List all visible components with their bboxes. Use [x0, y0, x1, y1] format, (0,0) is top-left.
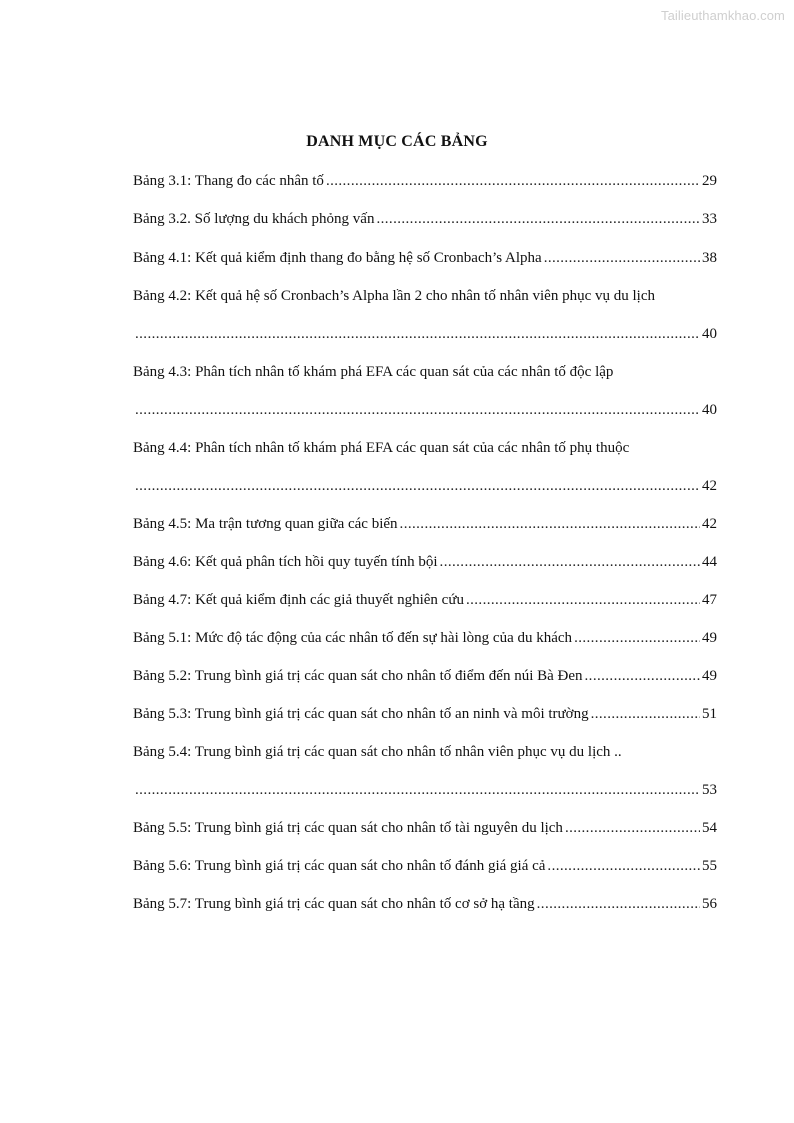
toc-entry[interactable] [133, 513, 717, 535]
toc-entry-page: 51 [702, 706, 717, 722]
toc-entry-page: 47 [702, 592, 717, 608]
toc-entry[interactable] [133, 208, 717, 230]
toc-entry-page: 54 [702, 820, 717, 836]
toc-entry[interactable] [133, 437, 717, 459]
toc-leader-dots [547, 855, 700, 877]
toc-entry-label: Bảng 5.6: Trung bình giá trị các quan sát cho nhân tố đánh giá giá cả [133, 858, 546, 874]
toc-leader-dots [585, 665, 700, 687]
toc-entry-page: 55 [702, 858, 717, 874]
toc-entry-page: 29 [702, 173, 717, 189]
toc-entry-continuation[interactable] [133, 323, 717, 345]
toc-entry-continuation[interactable] [133, 779, 717, 801]
toc-leader-dots [466, 589, 700, 611]
toc-entry-page: 53 [702, 782, 717, 798]
toc-entry-page: 44 [702, 554, 717, 570]
toc-leader-dots [135, 779, 700, 801]
toc-entry-label: Bảng 4.5: Ma trận tương quan giữa các biến [133, 516, 398, 532]
toc-entry[interactable] [133, 551, 717, 573]
toc-entry-label: Bảng 4.4: Phân tích nhân tố khám phá EFA các quan sát của các nhân tố phụ thuộc [133, 440, 630, 456]
toc-entry-label: Bảng 5.1: Mức độ tác động của các nhân tố đến sự hài lòng của du khách [133, 630, 573, 646]
toc-entry-label: Bảng 4.3: Phân tích nhân tố khám phá EFA các quan sát của các nhân tố độc lập [133, 364, 614, 380]
toc-leader-dots [135, 475, 700, 497]
toc-entry-page: 42 [702, 516, 717, 532]
page-title: DANH MỤC CÁC BẢNG [306, 133, 488, 150]
toc-entry[interactable] [133, 665, 717, 687]
toc-leader-dots [135, 399, 700, 421]
toc-entry[interactable] [133, 703, 717, 725]
toc-entry[interactable] [133, 361, 717, 383]
watermark-text: Tailieuthamkhao.com [660, 8, 785, 23]
toc-entry-label: Bảng 4.1: Kết quả kiểm định thang đo bằng hệ số Cronbach’s Alpha [133, 250, 542, 266]
toc-entry[interactable] [133, 589, 717, 611]
toc-leader-dots [565, 817, 700, 839]
toc-entry-page: 42 [702, 478, 717, 494]
toc-entry[interactable] [133, 855, 717, 877]
toc-leader-dots [591, 703, 700, 725]
toc-entry-continuation[interactable] [133, 475, 717, 497]
toc-entry-page: 38 [702, 250, 717, 266]
toc-entry-page: 33 [702, 211, 717, 227]
toc-leader-dots [537, 893, 700, 915]
toc-entry-label: Bảng 5.5: Trung bình giá trị các quan sát cho nhân tố tài nguyên du lịch [133, 820, 563, 836]
toc-entry-page: 49 [702, 668, 717, 684]
toc-entry-label: Bảng 4.2: Kết quả hệ số Cronbach’s Alpha lần 2 cho nhân tố nhân viên phục vụ du lịch [133, 288, 655, 304]
toc-entry-label: Bảng 4.6: Kết quả phân tích hồi quy tuyến tính bội [133, 554, 438, 570]
toc-entry-label: Bảng 3.2. Số lượng du khách phỏng vấn [133, 211, 375, 227]
toc-entry-label: Bảng 3.1: Thang đo các nhân tố [133, 173, 324, 189]
toc-entry[interactable] [133, 741, 717, 763]
toc-leader-dots [574, 627, 700, 649]
toc-entry[interactable] [133, 817, 717, 839]
toc-leader-dots [440, 551, 700, 573]
toc-entry[interactable] [133, 285, 717, 307]
toc-entry-page: 49 [702, 630, 717, 646]
toc-entry-page: 40 [702, 326, 717, 342]
toc-entry-continuation[interactable] [133, 399, 717, 421]
toc-entry-label: Bảng 5.7: Trung bình giá trị các quan sát cho nhân tố cơ sở hạ tầng [133, 896, 535, 912]
toc-entry-page: 56 [702, 896, 717, 912]
toc-leader-dots [376, 208, 700, 230]
toc-entry-label: Bảng 5.4: Trung bình giá trị các quan sát cho nhân tố nhân viên phục vụ du lịch .. [133, 744, 622, 760]
toc-entry[interactable] [133, 170, 717, 192]
toc-leader-dots [326, 170, 700, 192]
toc-entry-label: Bảng 5.2: Trung bình giá trị các quan sát cho nhân tố điểm đến núi Bà Đen [133, 668, 583, 684]
toc-entry[interactable] [133, 247, 717, 269]
toc-entry[interactable] [133, 627, 717, 649]
toc-leader-dots [135, 323, 700, 345]
toc-entry-page: 40 [702, 402, 717, 418]
toc-entry[interactable] [133, 893, 717, 915]
toc-leader-dots [400, 513, 700, 535]
toc-entry-label: Bảng 4.7: Kết quả kiểm định các giả thuyết nghiên cứu [133, 592, 464, 608]
toc-leader-dots [544, 247, 700, 269]
toc-entry-label: Bảng 5.3: Trung bình giá trị các quan sát cho nhân tố an ninh và môi trường [133, 706, 589, 722]
